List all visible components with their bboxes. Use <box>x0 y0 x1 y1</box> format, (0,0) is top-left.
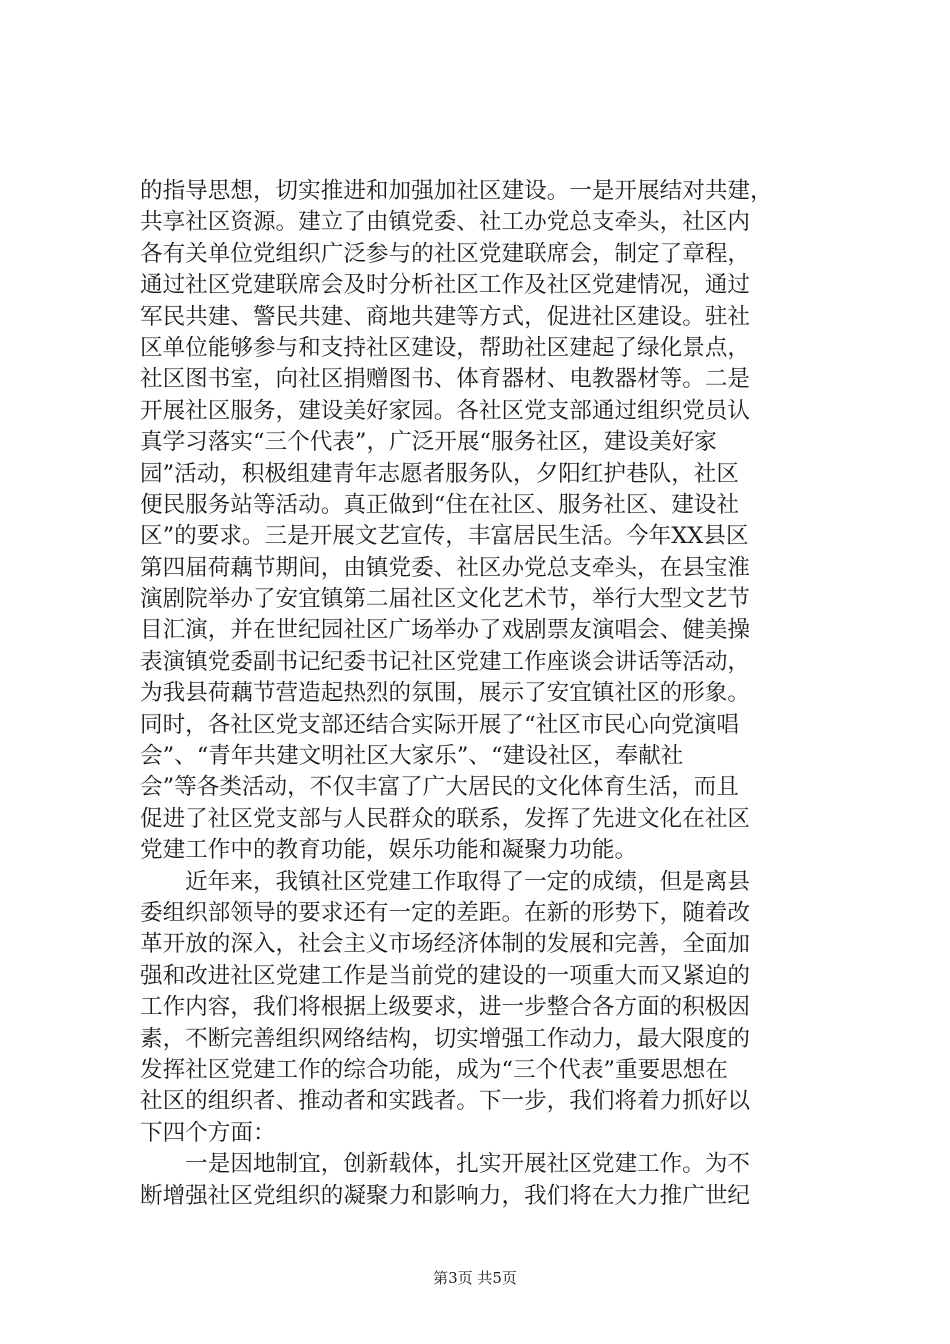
text-line: 演剧院举办了安宜镇第二届社区文化艺术节，举行大型文艺节 <box>140 586 751 613</box>
text-line: 素，不断完善组织网络结构，切实增强工作动力，最大限度的 <box>140 1025 751 1052</box>
page-number-footer: 第3页 共5页 <box>433 1269 517 1287</box>
text-line: 促进了社区党支部与人民群众的联系，发挥了先进文化在社区 <box>140 805 751 832</box>
text-line: 通过社区党建联席会及时分析社区工作及社区党建情况，通过 <box>140 272 751 299</box>
text-line: 会”等各类活动，不仅丰富了广大居民的文化体育生活，而且 <box>140 774 739 801</box>
text-line: 一是因地制宜，创新载体，扎实开展社区党建工作。为不 <box>140 1151 751 1178</box>
text-line: 下四个方面： <box>140 1119 276 1146</box>
text-line: 便民服务站等活动。真正做到“住在社区、服务社区、建设社 <box>140 491 739 518</box>
text-line: 开展社区服务，建设美好家园。各社区党支部通过组织党员认 <box>140 397 751 424</box>
text-line: 园”活动，积极组建青年志愿者服务队，夕阳红护巷队，社区 <box>140 460 739 487</box>
text-line: 共享社区资源。建立了由镇党委、社工办党总支牵头，社区内 <box>140 209 751 236</box>
text-line: 发挥社区党建工作的综合功能，成为“三个代表”重要思想在 <box>140 1056 728 1083</box>
text-line: 党建工作中的教育功能，娱乐功能和凝聚力功能。 <box>140 837 638 864</box>
text-line: 强和改进社区党建工作是当前党的建设的一项重大而又紧迫的 <box>140 962 751 989</box>
text-line: 革开放的深入，社会主义市场经济体制的发展和完善，全面加 <box>140 931 751 958</box>
text-line: 的指导思想，切实推进和加强加社区建设。一是开展结对共建， <box>140 178 773 204</box>
text-line: 近年来，我镇社区党建工作取得了一定的成绩，但是离县 <box>140 868 751 895</box>
text-line: 第四届荷藕节期间，由镇党委、社区办党总支牵头，在县宝淮 <box>140 554 751 581</box>
text-line: 目汇演，并在世纪园社区广场举办了戏剧票友演唱会、健美操 <box>140 617 751 644</box>
text-line: 工作内容，我们将根据上级要求，进一步整合各方面的积极因 <box>140 994 751 1021</box>
text-line: 军民共建、警民共建、商地共建等方式，促进社区建设。驻社 <box>140 303 751 330</box>
text-line: 同时，各社区党支部还结合实际开展了“社区市民心向党演唱 <box>140 711 739 738</box>
text-line: 区”的要求。三是开展文艺宣传，丰富居民生活。今年XX县区 <box>140 523 749 550</box>
body-text <box>140 176 830 1212</box>
text-line: 表演镇党委副书记纪委书记社区党建工作座谈会讲话等活动， <box>140 648 751 675</box>
text-line: 社区图书室，向社区捐赠图书、体育器材、电教器材等。二是 <box>140 366 751 393</box>
text-line: 为我县荷藕节营造起热烈的氛围，展示了安宜镇社区的形象。 <box>140 680 751 707</box>
text-line: 各有关单位党组织广泛参与的社区党建联席会，制定了章程， <box>140 240 751 267</box>
text-line: 断增强社区党组织的凝聚力和影响力，我们将在大力推广世纪 <box>140 1182 751 1209</box>
text-line: 区单位能够参与和支持社区建设，帮助社区建起了绿化景点， <box>140 334 751 361</box>
text-line: 委组织部领导的要求还有一定的差距。在新的形势下，随着改 <box>140 899 751 926</box>
text-line: 会”、“青年共建文明社区大家乐”、“建设社区，奉献社 <box>140 743 684 770</box>
text-line: 真学习落实“三个代表”，广泛开展“服务社区，建设美好家 <box>140 429 717 456</box>
text-line: 社区的组织者、推动者和实践者。下一步，我们将着力抓好以 <box>140 1088 751 1115</box>
